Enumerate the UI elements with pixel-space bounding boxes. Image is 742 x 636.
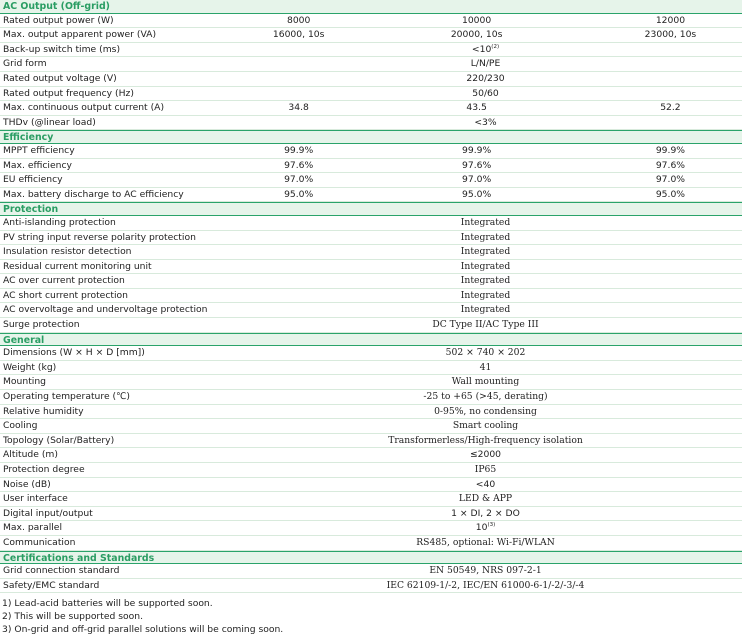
spec-label: Digital input/output bbox=[3, 507, 93, 519]
spec-label: Grid connection standard bbox=[3, 565, 120, 577]
footnote-1: 1) Lead-acid batteries will be supported soon. bbox=[2, 598, 213, 610]
spec-value-text: 220/230 bbox=[466, 72, 505, 84]
spec-row bbox=[0, 173, 742, 188]
footnote-marker: (3) bbox=[487, 522, 496, 529]
spec-value-model-3: 97.0% bbox=[655, 174, 686, 186]
spec-value-model-3: 97.6% bbox=[655, 159, 686, 171]
spec-value-all-models bbox=[243, 43, 742, 57]
spec-label: Topology (Solar/Battery) bbox=[3, 434, 115, 446]
spec-label: Dimensions (W × H × D [mm]) bbox=[3, 347, 145, 359]
spec-value-all-models bbox=[243, 375, 742, 389]
spec-value-text: IEC 62109-1/-2, IEC/EN 61000-6-1/-2/-3/-4 bbox=[386, 579, 585, 591]
spec-value-all-models bbox=[243, 507, 742, 521]
spec-row bbox=[0, 101, 742, 116]
spec-value-all-models bbox=[243, 521, 742, 535]
spec-value-all-models bbox=[243, 57, 742, 71]
spec-value-text: 0-95%, no condensing bbox=[434, 405, 537, 417]
spec-value-text: -25 to +65 (>45, derating) bbox=[423, 391, 548, 403]
spec-value-model-3: 23000, 10s bbox=[644, 29, 697, 41]
spec-label: Safety/EMC standard bbox=[3, 579, 100, 591]
spec-value-all-models bbox=[243, 463, 742, 477]
spec-row bbox=[0, 419, 742, 434]
spec-label: Insulation resistor detection bbox=[3, 246, 132, 258]
spec-label: THDv (@linear load) bbox=[3, 116, 96, 128]
spec-value-text: ≤2000 bbox=[469, 449, 502, 461]
spec-value-all-models bbox=[243, 245, 742, 259]
spec-row bbox=[0, 87, 742, 102]
spec-label: User interface bbox=[3, 493, 68, 505]
spec-row bbox=[0, 231, 742, 246]
spec-label: Anti-islanding protection bbox=[3, 216, 116, 228]
spec-label: Noise (dB) bbox=[3, 478, 51, 490]
spec-value-text: Integrated bbox=[460, 216, 511, 228]
spec-value-all-models bbox=[243, 260, 742, 274]
spec-value-text: 1 × DI, 2 × DO bbox=[451, 507, 520, 519]
spec-value-text: 502 × 740 × 202 bbox=[445, 347, 526, 359]
spec-value-model-2: 97.0% bbox=[462, 174, 492, 186]
footnote-3: 3) On-grid and off-grid parallel solutions will be coming soon. bbox=[2, 624, 284, 636]
spec-row bbox=[0, 303, 742, 318]
spec-label: EU efficiency bbox=[3, 174, 63, 186]
spec-row bbox=[0, 405, 742, 420]
spec-value-text: 41 bbox=[479, 361, 492, 373]
spec-row bbox=[0, 144, 742, 159]
spec-value-text: <3% bbox=[474, 116, 497, 128]
spec-value-text: Integrated bbox=[460, 246, 511, 258]
spec-label: Grid form bbox=[3, 58, 47, 70]
spec-label: Residual current monitoring unit bbox=[3, 260, 152, 272]
spec-value-model-1: 8000 bbox=[286, 14, 311, 26]
spec-value-all-models bbox=[243, 361, 742, 375]
spec-value-model-1: 97.6% bbox=[284, 159, 314, 171]
spec-value-all-models bbox=[243, 303, 742, 317]
spec-row bbox=[0, 463, 742, 478]
spec-value-model-3: 95.0% bbox=[655, 188, 686, 200]
spec-label: Rated output power (W) bbox=[3, 14, 114, 26]
spec-row bbox=[0, 318, 742, 333]
spec-label: Protection degree bbox=[3, 464, 85, 475]
spec-value-model-2: 95.0% bbox=[462, 188, 492, 200]
spec-row bbox=[0, 536, 742, 551]
spec-value-model-2: 97.6% bbox=[462, 159, 492, 171]
spec-label: Max. continuous output current (A) bbox=[3, 102, 165, 114]
spec-value-all-models bbox=[243, 448, 742, 462]
section-header-general: General bbox=[0, 333, 742, 347]
spec-value-all-models bbox=[243, 346, 742, 360]
spec-value-all-models bbox=[243, 72, 742, 86]
spec-row bbox=[0, 72, 742, 87]
spec-row bbox=[0, 289, 742, 304]
spec-value-all-models bbox=[243, 579, 742, 593]
spec-value-all-models bbox=[243, 478, 742, 492]
spec-label: MPPT efficiency bbox=[3, 144, 75, 156]
spec-row bbox=[0, 434, 742, 449]
spec-label: Max. output apparent power (VA) bbox=[3, 29, 157, 41]
spec-label: Surge protection bbox=[3, 319, 80, 331]
spec-label: PV string input reverse polarity protection bbox=[3, 231, 196, 243]
section-header-efficiency: Efficiency bbox=[0, 130, 742, 144]
spec-value-model-2: 43.5 bbox=[466, 102, 487, 114]
spec-row bbox=[0, 521, 742, 536]
spec-label: Altitude (m) bbox=[3, 449, 58, 461]
spec-value-text: Integrated bbox=[460, 275, 511, 287]
spec-label: Max. efficiency bbox=[3, 159, 72, 171]
spec-value-text: IP65 bbox=[474, 464, 497, 475]
spec-label: Max. battery discharge to AC efficiency bbox=[3, 188, 184, 200]
spec-value-text: Transformerless/High-frequency isolation bbox=[388, 434, 583, 446]
spec-row bbox=[0, 216, 742, 231]
spec-value-model-2: 10000 bbox=[461, 14, 492, 26]
spec-value-text: DC Type II/AC Type III bbox=[432, 319, 539, 331]
spec-value-model-3: 52.2 bbox=[660, 102, 681, 114]
spec-label: Cooling bbox=[3, 420, 38, 432]
spec-value-text: Integrated bbox=[460, 231, 511, 243]
spec-value-model-2: 20000, 10s bbox=[450, 29, 503, 41]
spec-row bbox=[0, 159, 742, 174]
spec-value-model-3: 12000 bbox=[655, 14, 686, 26]
spec-row bbox=[0, 507, 742, 522]
section-header-ac-output-off-grid: AC Output (Off-grid) bbox=[0, 0, 742, 14]
spec-value-all-models bbox=[243, 405, 742, 419]
spec-row bbox=[0, 478, 742, 493]
spec-value-model-1: 97.0% bbox=[284, 174, 314, 186]
spec-value-model-2: 99.9% bbox=[462, 144, 492, 156]
spec-value-all-models bbox=[243, 116, 742, 130]
spec-value-text: RS485, optional: Wi-Fi/WLAN bbox=[416, 536, 555, 548]
footnotes bbox=[0, 597, 742, 636]
spec-label: AC overvoltage and undervoltage protection bbox=[3, 304, 208, 316]
spec-row bbox=[0, 346, 742, 361]
spec-row bbox=[0, 579, 742, 594]
spec-value-text: <40 bbox=[475, 478, 496, 490]
spec-value-all-models bbox=[243, 87, 742, 101]
spec-row bbox=[0, 260, 742, 275]
spec-row bbox=[0, 188, 742, 203]
spec-value-text: LED & APP bbox=[458, 493, 513, 505]
spec-label: Relative humidity bbox=[3, 405, 84, 417]
spec-value-model-1: 99.9% bbox=[284, 144, 314, 156]
spec-value-all-models bbox=[243, 419, 742, 433]
spec-value-all-models bbox=[243, 318, 742, 332]
spec-value-all-models bbox=[243, 274, 742, 288]
spec-row bbox=[0, 492, 742, 507]
spec-row bbox=[0, 448, 742, 463]
spec-label: Communication bbox=[3, 536, 76, 548]
spec-value-text: 10 bbox=[475, 522, 488, 534]
spec-label: Rated output frequency (Hz) bbox=[3, 87, 134, 99]
spec-value-all-models bbox=[243, 564, 742, 578]
spec-row bbox=[0, 57, 742, 72]
spec-value-text: Integrated bbox=[460, 304, 511, 316]
spec-value-all-models bbox=[243, 216, 742, 230]
spec-value-text: Integrated bbox=[460, 260, 511, 272]
spec-label: Max. parallel bbox=[3, 522, 63, 534]
spec-label: Operating temperature (℃) bbox=[3, 391, 131, 403]
spec-value-text: EN 50549, NRS 097-2-1 bbox=[429, 565, 542, 577]
spec-row bbox=[0, 375, 742, 390]
spec-value-model-1: 34.8 bbox=[288, 102, 309, 114]
spec-label: Weight (kg) bbox=[3, 361, 57, 373]
spec-value-model-1: 16000, 10s bbox=[272, 29, 325, 41]
spec-row bbox=[0, 116, 742, 131]
spec-row bbox=[0, 361, 742, 376]
spec-row bbox=[0, 14, 742, 29]
footnote-2: 2) This will be supported soon. bbox=[2, 611, 143, 623]
footnote-marker: (2) bbox=[491, 43, 500, 50]
spec-row bbox=[0, 390, 742, 405]
spec-value-all-models bbox=[243, 390, 742, 404]
spec-value-text: Integrated bbox=[460, 289, 511, 301]
spec-value-all-models bbox=[243, 289, 742, 303]
spec-label: AC short current protection bbox=[3, 289, 128, 301]
spec-value-all-models bbox=[243, 492, 742, 506]
spec-value-model-3: 99.9% bbox=[655, 144, 686, 156]
spec-label: Mounting bbox=[3, 376, 47, 388]
spec-value-text: <10 bbox=[471, 43, 492, 55]
spec-value-text: Wall mounting bbox=[451, 376, 520, 388]
spec-row bbox=[0, 245, 742, 260]
spec-value-all-models bbox=[243, 536, 742, 550]
section-header-certifications-and-standards: Certifications and Standards bbox=[0, 551, 742, 565]
spec-row bbox=[0, 43, 742, 58]
spec-value-text: 50/60 bbox=[472, 87, 499, 99]
spec-value-all-models bbox=[243, 434, 742, 448]
spec-label: Back-up switch time (ms) bbox=[3, 43, 121, 55]
spec-row bbox=[0, 274, 742, 289]
spec-row bbox=[0, 564, 742, 579]
spec-value-text: L/N/PE bbox=[470, 58, 501, 70]
spec-row bbox=[0, 28, 742, 43]
spec-value-all-models bbox=[243, 231, 742, 245]
spec-label: AC over current protection bbox=[3, 275, 125, 287]
spec-value-text: Smart cooling bbox=[452, 420, 519, 432]
section-header-protection: Protection bbox=[0, 202, 742, 216]
spec-label: Rated output voltage (V) bbox=[3, 72, 117, 84]
spec-value-model-1: 95.0% bbox=[284, 188, 314, 200]
